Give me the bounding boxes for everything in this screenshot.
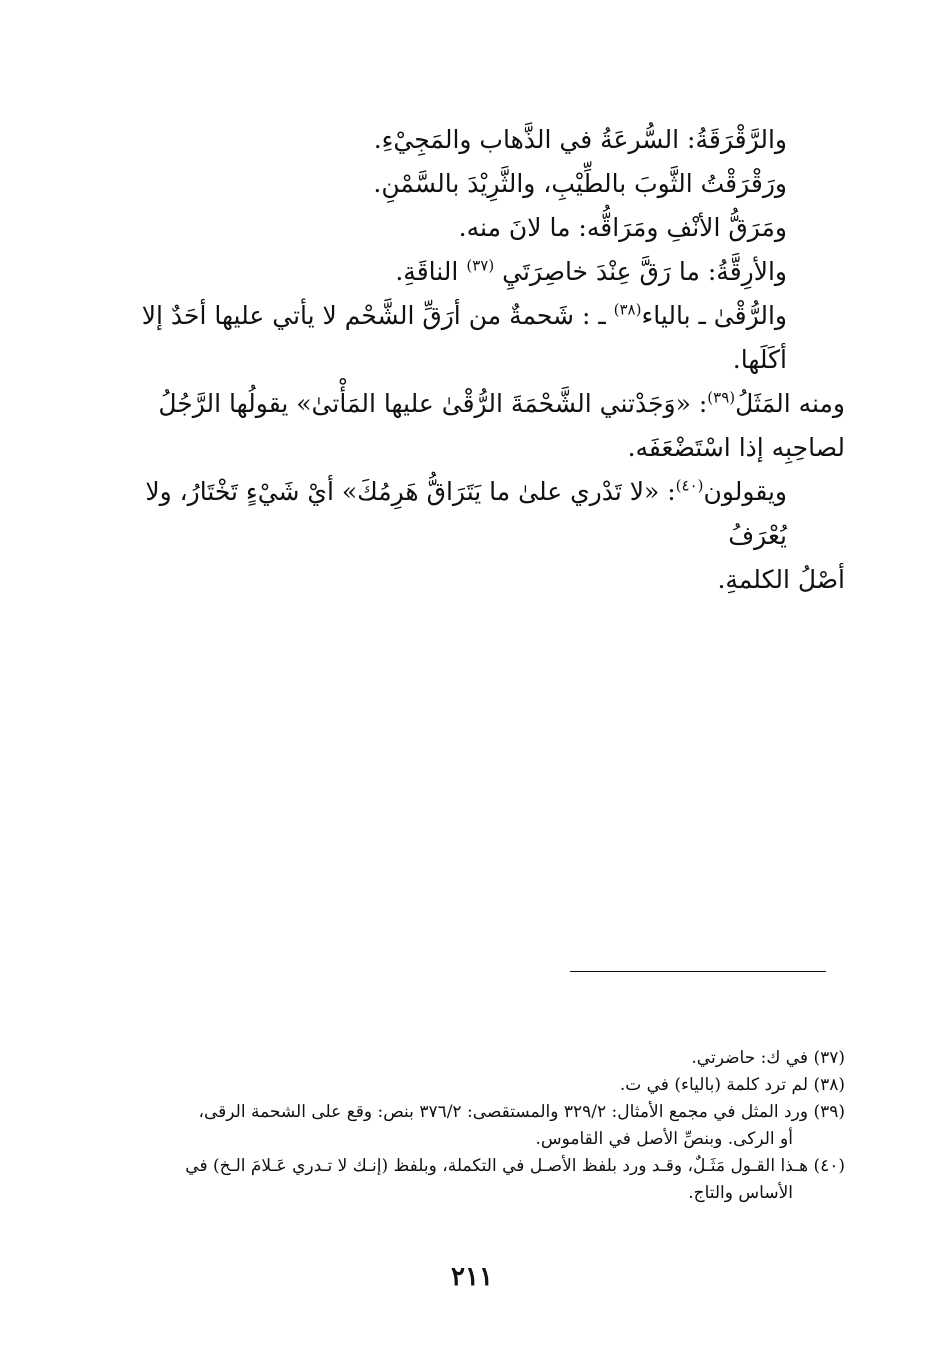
footnote-separator [570, 971, 826, 972]
footnote-40: (٤٠) هـذا القـول مَثَـلٌ، وقـد ورد بلفظ الأصـل في التكملة، وبلفظ (إنـك لا تـدري عَـلامَ الـخ) في [185, 1156, 845, 1176]
text-line [120, 558, 845, 602]
footnote-39-continued: أو الركى. وبنصِّ الأصل في القاموس. [535, 1129, 793, 1149]
line-text: أصْلُ الكلمةِ. [717, 565, 845, 594]
line-text: ومنه المَثَلُ [735, 389, 845, 418]
text-line [120, 250, 845, 294]
text-line [120, 294, 845, 382]
line-text: اسْتَضْعَفَه. [627, 433, 731, 462]
footnote-39: (٣٩) ورد المثل في مجمع الأمثال: ٣٢٩/٢ والمستقصى: ٣٧٦/٢ بنص: وقع على الشحمة الرقى، [198, 1102, 845, 1122]
text-paragraph [120, 382, 845, 470]
footnote-ref-38[interactable]: (٣٨) [613, 300, 642, 319]
text-line [120, 206, 845, 250]
line-text: ورَقْرَقْتُ الثَّوبَ بالطِّيْبِ، والثَّرِيْدَ بالسَّمْنِ. [373, 169, 787, 198]
line-text: والرَّقْرَقَةُ: السُّرعَةُ في الذَّهاب والمَجِيْءِ. [373, 125, 787, 154]
line-text: ويقولون [703, 477, 787, 506]
footnote-40-continued: الأساس والتاج. [688, 1183, 793, 1203]
footnote-ref-40[interactable]: (٤٠) [675, 476, 704, 495]
line-text: الناقَةِ. [395, 257, 459, 286]
line-text: : «لا تَدْري علىٰ ما يَتَرَاقُّ هَرِمُكَ» أيْ شَيْءٍ تَخْتَارُ، ولا يُعْرَفُ [145, 477, 787, 550]
main-text-block [120, 118, 845, 602]
footnote-ref-39[interactable]: (٣٩) [707, 388, 736, 407]
footnote-37: (٣٧) في ك: حاضرتي. [691, 1048, 845, 1068]
text-line [120, 162, 845, 206]
line-text: والأرِقَّةُ: ما رَقَّ عِنْدَ خاصِرَتَيِ [502, 257, 787, 286]
page-number: ٢١١ [451, 1262, 493, 1292]
footnote-38: (٣٨) لم ترد كلمة (بالياء) في ت. [619, 1075, 845, 1095]
footnote-ref-37[interactable]: (٣٧) [466, 256, 495, 275]
text-line [120, 118, 845, 162]
line-text: والرُّقْىٰ ـ بالياء [641, 301, 787, 330]
text-paragraph [120, 470, 845, 558]
footnotes-block [120, 1045, 845, 1207]
line-text: ومَرَقُّ الأنْفِ ومَرَاقُّه: ما لانَ منه. [458, 213, 787, 242]
line-text: ـ : شَحمةٌ من أرَقِّ الشَّحْم لا يأتي عليها أحَدٌ إلا أكَلَها. [141, 301, 787, 374]
line-text: : «وَجَدْتني الشَّحْمَةَ الرُّقْىٰ عليها المَأْتىٰ» يقولُها الرَّجُلُ لصاحِبِه إذا [158, 389, 845, 462]
